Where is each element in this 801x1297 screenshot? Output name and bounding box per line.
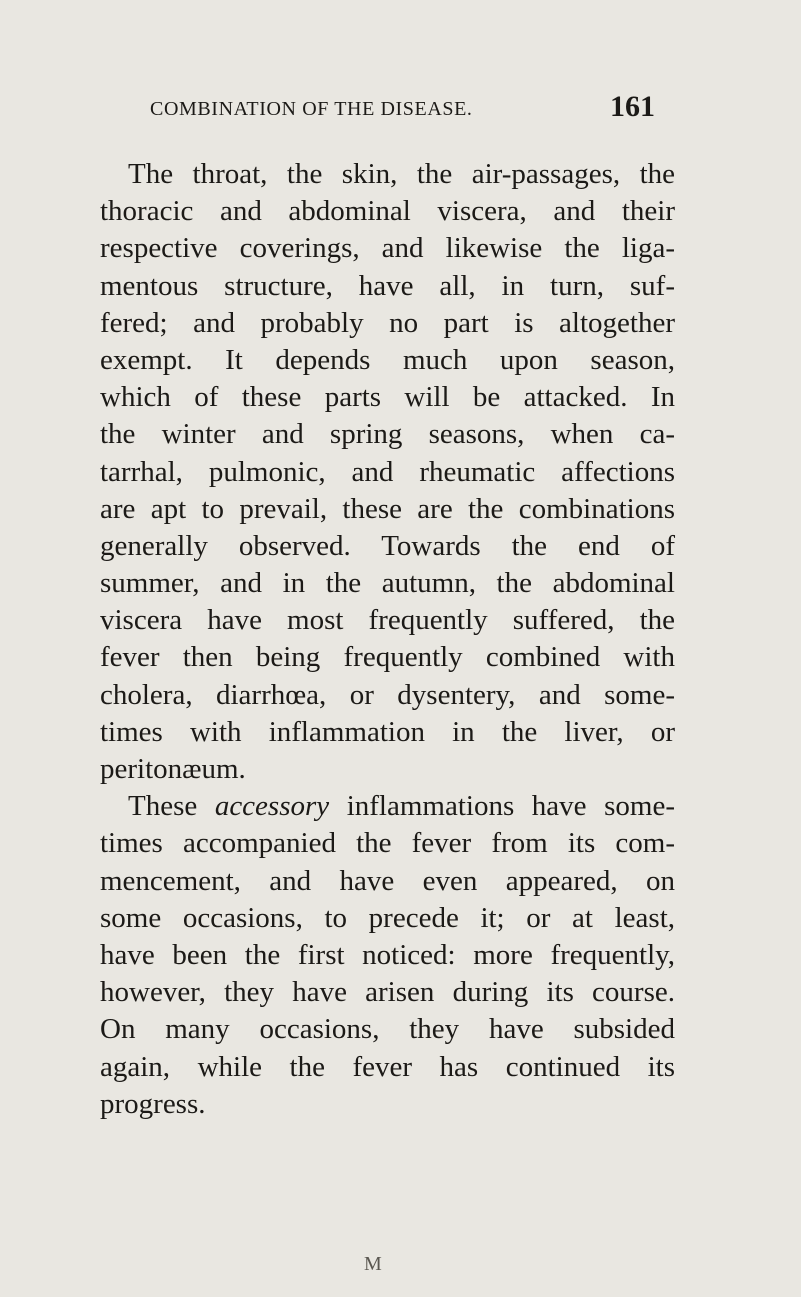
- text-line: mentous structure, have all, in turn, suf-: [100, 269, 675, 302]
- text-line: cholera, diarrhœa, or dysentery, and some-: [100, 678, 675, 711]
- signature-mark: M: [364, 1253, 382, 1275]
- running-title: COMBINATION OF THE DISEASE.: [150, 98, 473, 120]
- text-line: however, they have arisen during its course.: [100, 976, 675, 1009]
- text-line: viscera have most frequently suffered, the: [100, 604, 675, 637]
- text-line: fered; and probably no part is altogether: [100, 306, 675, 339]
- body-text: [100, 156, 675, 1123]
- text-line: generally observed. Towards the end of: [100, 529, 675, 562]
- text-line: mencement, and have even appeared, on: [100, 864, 675, 897]
- text-run: These: [128, 790, 215, 823]
- text-line: On many occasions, they have subsided: [100, 1013, 675, 1046]
- text-line: are apt to prevail, these are the combinations: [100, 492, 675, 525]
- text-line: The throat, the skin, the air-passages, the: [128, 158, 675, 190]
- text-line: some occasions, to precede it; or at least,: [100, 901, 675, 934]
- text-line: which of these parts will be attacked. In: [100, 381, 675, 414]
- text-run: inflammations have some-: [329, 790, 675, 823]
- text-line: times with inflammation in the liver, or: [100, 715, 675, 748]
- page-number: 161: [610, 90, 655, 123]
- text-line: peritonæum.: [100, 753, 246, 785]
- text-line: summer, and in the autumn, the abdominal: [100, 567, 675, 600]
- running-head: [150, 92, 655, 132]
- text-line: times accompanied the fever from its com-: [100, 827, 675, 860]
- text-line: progress.: [100, 1087, 206, 1120]
- text-line: exempt. It depends much upon season,: [100, 343, 675, 376]
- text-line: again, while the fever has continued its: [100, 1050, 675, 1083]
- text-line: tarrhal, pulmonic, and rheumatic affections: [100, 455, 675, 488]
- italic-word: accessory: [214, 790, 330, 823]
- paragraph-2-first-line: [100, 788, 675, 825]
- text-line: respective coverings, and likewise the liga-: [100, 232, 675, 265]
- text-line: the winter and spring seasons, when ca-: [100, 418, 675, 451]
- text-line: have been the first noticed: more frequently,: [100, 938, 675, 971]
- text-line: fever then being frequently combined with: [100, 641, 675, 674]
- text-line: thoracic and abdominal viscera, and their: [100, 195, 675, 228]
